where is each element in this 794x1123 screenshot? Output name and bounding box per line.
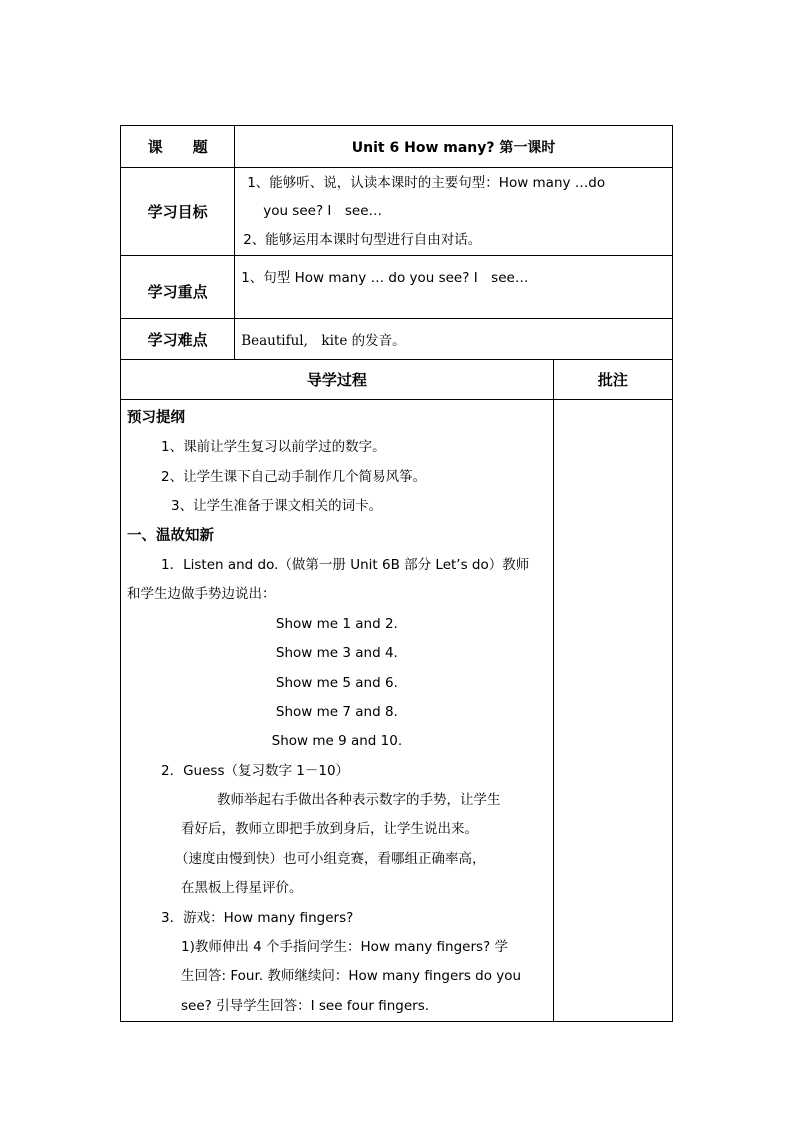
process-row <box>121 400 673 1022</box>
objective-line-1: 1、能够听、说，认读本课时的主要句型：How many …do <box>247 174 606 191</box>
objectives-cell <box>235 168 673 256</box>
preview-item: 1、课前让学生复习以前学过的数字。 <box>161 439 386 456</box>
lesson-plan-table <box>120 125 673 1022</box>
objective-line-2: 2、能够运用本课时句型进行自由对话。 <box>243 231 482 248</box>
preview-item: 3、让学生准备于课文相关的词卡。 <box>171 498 383 515</box>
objectives-label: 学习目标 <box>121 168 235 256</box>
difficulty-text: Beautiful, kite 的发音。 <box>235 319 673 360</box>
difficulty-label: 学习难点 <box>121 319 235 360</box>
process-header-row <box>121 360 673 400</box>
step1-line: 1．Listen and do.（做第一册 Unit 6B 部分 Let’s do）教师 <box>161 556 530 573</box>
process-content <box>121 400 554 1022</box>
focus-row <box>121 256 673 319</box>
step2-title: 2．Guess（复习数字 1－10） <box>161 762 350 779</box>
show-me-line: Show me 9 and 10. <box>271 733 403 750</box>
notes-header: 批注 <box>553 360 672 400</box>
review-heading: 一、温故知新 <box>127 527 214 544</box>
topic-value: Unit 6 How many? 第一课时 <box>235 126 673 168</box>
step3-line: 生回答: Four. 教师继续问：How many fingers do you <box>181 968 522 985</box>
step3-line: 1)教师伸出 4 个手指问学生：How many fingers? 学 <box>181 939 509 956</box>
show-me-line: Show me 1 and 2. <box>275 615 398 632</box>
show-me-line: Show me 7 and 8. <box>275 703 398 720</box>
focus-text: 1、句型 How many … do you see? I see… <box>235 256 673 319</box>
preview-heading: 预习提纲 <box>127 410 185 426</box>
step2-line: 教师举起右手做出各种表示数字的手势，让学生 <box>217 792 501 809</box>
difficulty-row <box>121 319 673 360</box>
process-header: 导学过程 <box>121 360 554 400</box>
topic-label: 课 题 <box>121 126 235 168</box>
step3-line: see? 引导学生回答：I see four fingers. <box>181 997 430 1014</box>
objective-line-1-cont: you see? I see… <box>263 203 383 220</box>
step3-title: 3．游戏：How many fingers? <box>161 909 354 926</box>
objectives-row <box>121 168 673 256</box>
step2-line: 看好后，教师立即把手放到身后，让学生说出来。 <box>181 821 478 838</box>
step1-line: 和学生边做手势边说出： <box>127 586 276 603</box>
preview-item: 2、让学生课下自己动手制作几个简易风筝。 <box>161 468 427 485</box>
step2-line: （速度由慢到快）也可小组竞赛，看哪组正确率高， <box>175 850 486 867</box>
show-me-line: Show me 5 and 6. <box>275 674 398 691</box>
step2-line: 在黑板上得星评价。 <box>181 880 303 897</box>
topic-row <box>121 126 673 168</box>
notes-cell <box>553 400 672 1022</box>
focus-label: 学习重点 <box>121 256 235 319</box>
show-me-line: Show me 3 and 4. <box>275 645 398 662</box>
